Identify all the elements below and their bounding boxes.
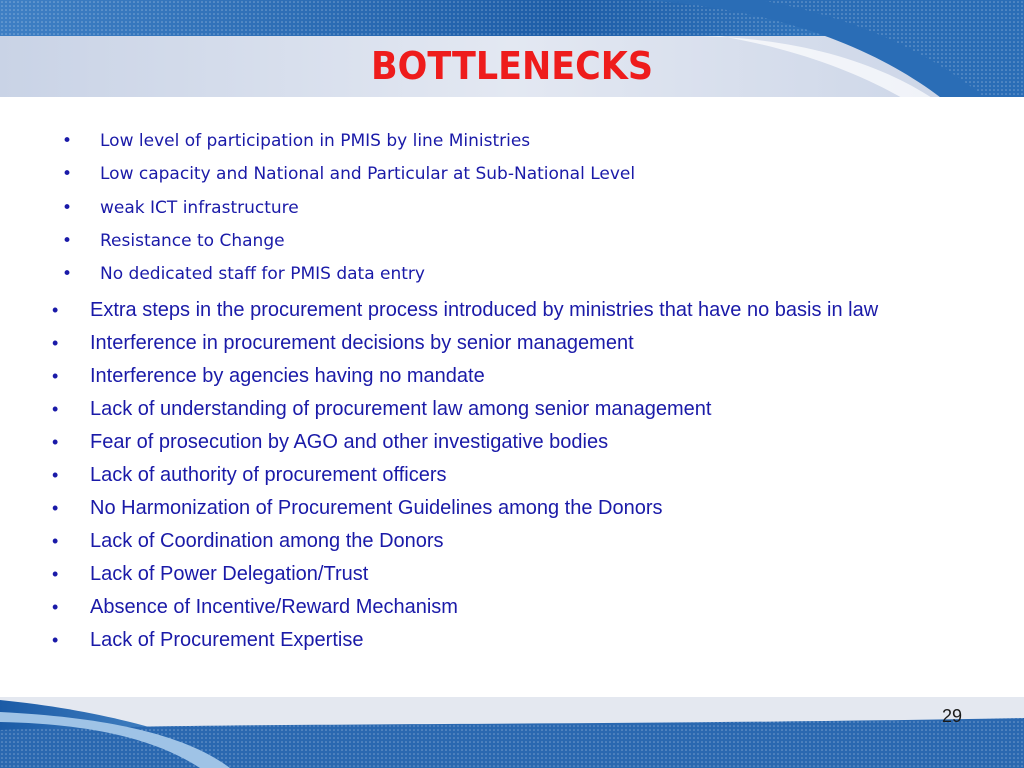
list-item [52, 528, 977, 554]
list-item [52, 495, 977, 521]
bullet-marker: • [52, 564, 59, 584]
list-item [60, 160, 635, 193]
list-item-text: Lack of Procurement Expertise [90, 629, 364, 651]
large-bullet-list [52, 297, 977, 660]
list-item [52, 561, 977, 587]
bullet-marker: • [62, 264, 73, 285]
bullet-marker: • [52, 597, 59, 617]
bullet-marker: • [52, 498, 59, 518]
list-item [52, 363, 977, 389]
list-item-text: Lack of understanding of procurement law among senior management [90, 398, 712, 420]
list-item [60, 127, 635, 160]
list-item-text: Lack of Power Delegation/Trust [90, 563, 369, 585]
bullet-marker: • [62, 230, 73, 251]
list-item [52, 594, 977, 620]
bullet-marker: • [62, 164, 73, 185]
list-item [52, 627, 977, 653]
list-item [60, 260, 635, 293]
bullet-marker: • [52, 366, 59, 386]
page-number: 29 [941, 706, 962, 726]
list-item-text: Low capacity and National and Particular at Sub-National Level [100, 164, 636, 185]
list-item-text: Interference by agencies having no mandate [90, 365, 485, 387]
list-item-text: Lack of authority of procurement officers [90, 464, 447, 486]
bullet-marker: • [52, 300, 59, 320]
list-item [60, 227, 635, 260]
list-item [52, 396, 977, 422]
list-item-text: Resistance to Change [100, 230, 285, 251]
list-item-text: Interference in procurement decisions by senior management [90, 332, 634, 354]
list-item-text: Absence of Incentive/Reward Mechanism [90, 596, 458, 618]
list-item-text: weak ICT infrastructure [100, 197, 299, 218]
bullet-marker: • [52, 399, 59, 419]
list-item [52, 330, 977, 356]
list-item [52, 462, 977, 488]
list-item-text: No dedicated staff for PMIS data entry [100, 264, 425, 285]
list-item-text: Extra steps in the procurement process introduced by ministries that have no basis in law [90, 299, 879, 321]
bullet-marker: • [52, 432, 59, 452]
bullet-marker: • [52, 333, 59, 353]
list-item-text: Low level of participation in PMIS by line Ministries [100, 131, 531, 151]
bullet-marker: • [62, 197, 73, 218]
list-item [52, 429, 977, 455]
list-item-text: No Harmonization of Procurement Guidelines among the Donors [90, 497, 663, 519]
bullet-marker: • [62, 131, 73, 151]
small-bullet-list [60, 127, 635, 293]
slide-title: BOTTLENECKS [370, 44, 654, 88]
list-item-text: Fear of prosecution by AGO and other investigative bodies [90, 431, 609, 453]
list-item [60, 194, 635, 227]
bullet-marker: • [52, 531, 59, 551]
list-item [52, 297, 977, 323]
bullet-marker: • [52, 630, 59, 650]
bullet-marker: • [52, 465, 59, 485]
list-item-text: Lack of Coordination among the Donors [90, 530, 444, 552]
